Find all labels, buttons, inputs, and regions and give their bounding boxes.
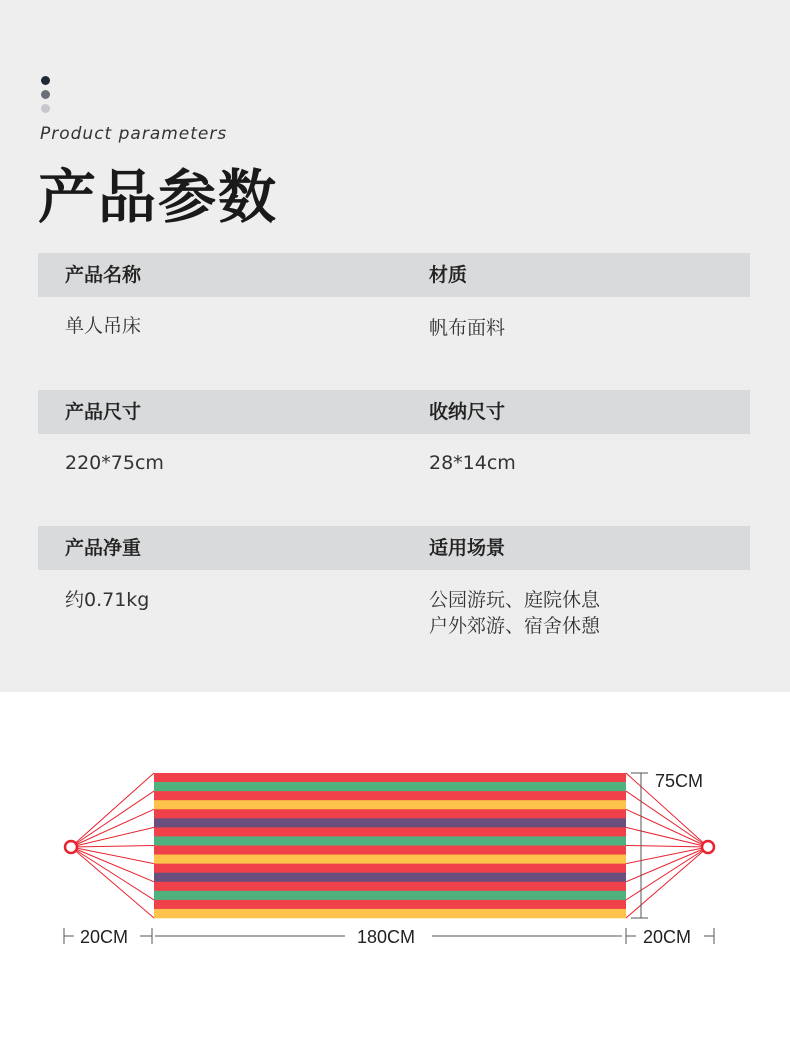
param-label-weight: 产品净重 — [65, 537, 142, 559]
left-length-label: 20CM — [80, 927, 129, 947]
param-header-row-2 — [38, 390, 750, 434]
hammock-rope — [626, 809, 708, 847]
hammock-stripe — [154, 855, 626, 864]
hammock-body — [154, 773, 626, 918]
hammock-rope — [71, 809, 154, 847]
hammock-rope — [626, 827, 708, 847]
param-value-scenes-line-1: 公园游玩、庭院休息 — [429, 589, 601, 611]
param-value-weight: 约0.71kg — [65, 589, 150, 611]
hammock-stripe — [154, 864, 626, 873]
hammock-stripe — [154, 773, 626, 782]
hammock-stripe — [154, 891, 626, 900]
dot-icon-2 — [41, 90, 50, 99]
hammock-rope — [626, 847, 708, 918]
right-ring-icon — [702, 841, 714, 853]
param-header-row-1 — [38, 253, 750, 297]
hammock-dimension-diagram — [0, 692, 790, 1056]
middle-length-label: 180CM — [357, 927, 416, 947]
hammock-rope — [71, 827, 154, 847]
param-label-size: 产品尺寸 — [65, 401, 142, 423]
hammock-stripe — [154, 809, 626, 818]
param-value-size: 220*75cm — [65, 452, 164, 474]
hammock-stripe — [154, 882, 626, 891]
hammock-rope — [71, 791, 154, 847]
hammock-rope — [626, 846, 708, 848]
hammock-stripe — [154, 782, 626, 791]
width-label: 75CM — [655, 771, 704, 791]
param-header-row-3 — [38, 526, 750, 570]
hammock-rope — [71, 773, 154, 847]
hammock-rope — [626, 791, 708, 847]
hammock-drawing — [0, 692, 790, 1056]
right-length-label: 20CM — [643, 927, 692, 947]
param-value-name: 单人吊床 — [65, 315, 142, 337]
left-ring-icon — [65, 841, 77, 853]
hammock-stripe — [154, 909, 626, 918]
page-subtitle: Product parameters — [40, 124, 228, 144]
param-label-material: 材质 — [429, 264, 468, 286]
param-label-name: 产品名称 — [65, 264, 142, 286]
hammock-stripe — [154, 900, 626, 909]
page-title: 产品参数 — [38, 163, 279, 231]
hammock-stripe — [154, 836, 626, 845]
param-label-storage-size: 收纳尺寸 — [429, 401, 506, 423]
hammock-stripe — [154, 791, 626, 800]
hammock-stripe — [154, 800, 626, 809]
hammock-rope — [71, 847, 154, 882]
hammock-stripe — [154, 818, 626, 827]
dot-icon-3 — [41, 104, 50, 113]
param-value-scenes-line-2: 户外郊游、宿舍休憩 — [429, 615, 601, 637]
hammock-rope — [71, 847, 154, 918]
hammock-stripe — [154, 873, 626, 882]
dot-icon-1 — [41, 76, 50, 85]
param-value-material: 帆布面料 — [429, 317, 506, 339]
hammock-stripe — [154, 846, 626, 855]
hammock-stripe — [154, 827, 626, 836]
param-value-storage-size: 28*14cm — [429, 452, 516, 474]
hammock-rope — [626, 847, 708, 882]
hammock-rope — [71, 846, 154, 848]
param-label-scenes: 适用场景 — [429, 537, 506, 559]
